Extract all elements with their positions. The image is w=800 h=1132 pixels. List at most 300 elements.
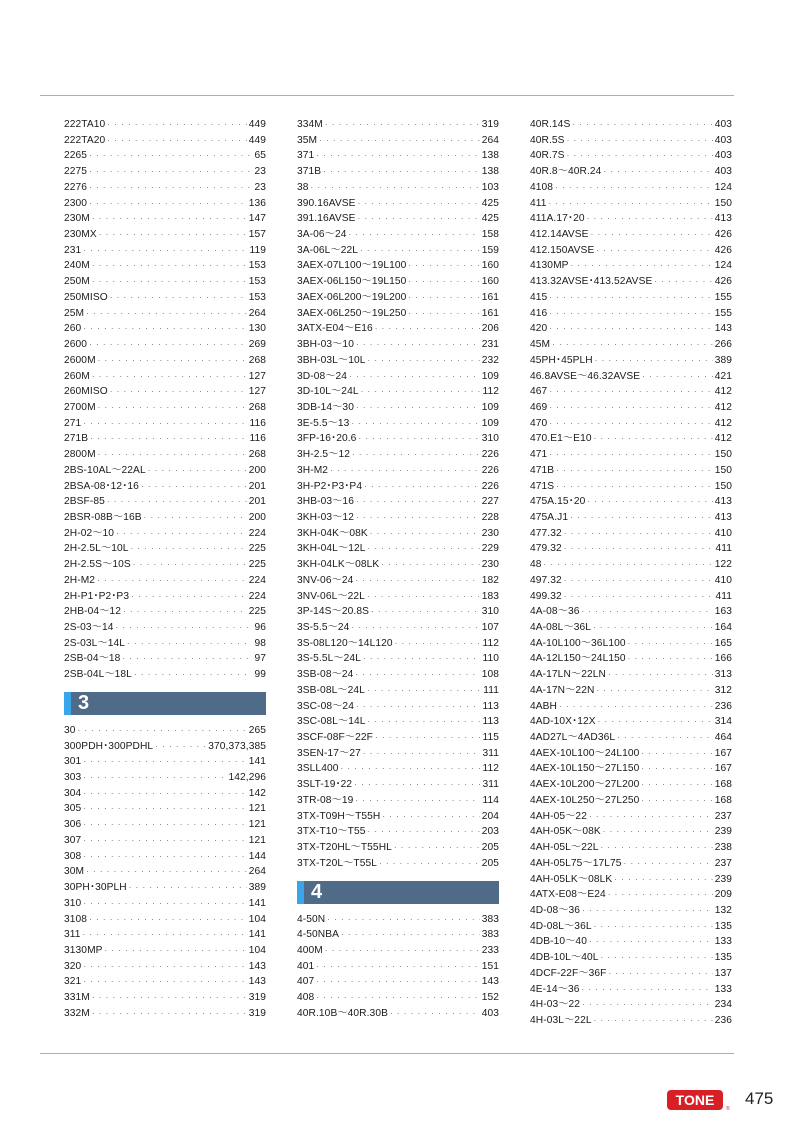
part-number: 2S-03L～14L <box>64 637 126 649</box>
index-entry <box>530 148 732 164</box>
part-number: 3KH-04K～08K <box>297 527 368 539</box>
page-reference: 264 <box>481 134 499 146</box>
index-entry <box>297 541 499 557</box>
part-number: 46.8AVSE～46.32AVSE <box>530 370 641 382</box>
dot-leader <box>131 589 247 605</box>
part-number: 479.32 <box>530 543 562 555</box>
page-reference: 410 <box>714 527 732 539</box>
page-reference: 114 <box>482 794 499 806</box>
index-entry <box>530 667 732 683</box>
dot-leader <box>311 180 480 196</box>
dot-leader <box>341 761 481 777</box>
index-entry <box>530 699 732 715</box>
part-number: 3SC-08L～14L <box>297 716 366 728</box>
dot-leader <box>116 620 253 636</box>
index-entry <box>530 180 732 196</box>
part-number: 3A-06L～22L <box>297 244 359 256</box>
part-number: 45M <box>530 339 551 351</box>
page-reference: 164 <box>714 622 732 633</box>
page-reference: 23 <box>254 166 266 178</box>
page-reference: 143 <box>481 976 499 988</box>
dot-leader <box>549 196 713 212</box>
dot-leader <box>107 133 246 149</box>
part-number: 4AH-05LK～08LK <box>530 873 613 885</box>
page-reference: 224 <box>248 590 266 602</box>
part-number: 4-50N <box>297 913 326 925</box>
index-entry <box>64 723 266 739</box>
page-reference: 97 <box>254 653 266 665</box>
index-entry <box>297 793 499 809</box>
part-number: 3DB-14～30 <box>297 401 354 413</box>
tone-logo-text: TONE <box>675 1092 715 1108</box>
dot-leader <box>601 840 713 856</box>
index-entry <box>530 966 732 982</box>
page-reference: 266 <box>714 339 732 351</box>
page-reference: 201 <box>248 480 266 492</box>
page-reference: 132 <box>714 904 732 916</box>
dot-leader <box>99 227 247 243</box>
page-reference: 160 <box>481 276 499 288</box>
part-number: 40R.14S <box>530 119 571 130</box>
page-reference: 370,373,385 <box>208 740 266 752</box>
dot-leader <box>358 196 480 212</box>
page-reference: 165 <box>714 637 732 649</box>
dot-leader <box>83 243 247 259</box>
page-reference: 168 <box>714 779 732 791</box>
index-entry <box>530 306 732 322</box>
page-reference: 237 <box>714 857 732 869</box>
dot-leader <box>408 274 479 290</box>
part-number: 4A-17LN～22LN <box>530 669 606 681</box>
part-number: 3H-2.5～12 <box>297 449 350 461</box>
page-reference: 268 <box>248 401 266 413</box>
part-number: 3S-08L120～14L120 <box>297 637 393 649</box>
page-reference: 116 <box>249 433 266 445</box>
dot-leader <box>319 133 480 149</box>
page-reference: 319 <box>248 992 266 1004</box>
index-entry <box>530 746 732 762</box>
part-number: 304 <box>64 787 82 799</box>
dot-leader <box>89 912 247 928</box>
page-reference: 205 <box>481 857 499 869</box>
index-entry <box>530 369 732 385</box>
index-entry <box>530 463 732 479</box>
page-reference: 141 <box>248 897 266 909</box>
page-reference: 103 <box>481 181 499 193</box>
part-number: 3SB-08～24 <box>297 669 354 681</box>
index-entry <box>297 148 499 164</box>
part-number: 3AEX-06L150～19L150 <box>297 276 407 288</box>
index-entry <box>64 494 266 510</box>
dot-leader <box>390 1006 480 1022</box>
page-reference: 230 <box>481 527 499 539</box>
part-number: 2H-M2 <box>64 574 96 586</box>
part-number: 371 <box>297 150 315 162</box>
dot-leader <box>570 510 713 526</box>
part-number: 4AEX-10L200～27L200 <box>530 779 640 791</box>
dot-leader <box>356 510 480 526</box>
page-reference: 268 <box>248 354 266 366</box>
part-number: 471S <box>530 480 555 492</box>
page-reference: 155 <box>714 307 732 319</box>
index-entry <box>530 541 732 557</box>
index-entry <box>297 667 499 683</box>
index-entry <box>297 943 499 959</box>
dot-leader <box>110 290 247 306</box>
part-number: 3TR-08～19 <box>297 794 354 806</box>
page-reference: 410 <box>714 574 732 586</box>
part-number: 420 <box>530 323 548 335</box>
dot-leader <box>363 651 480 667</box>
part-number: 305 <box>64 803 82 815</box>
part-number: 3BH-03～10 <box>297 339 354 351</box>
page-reference: 155 <box>714 291 732 303</box>
dot-leader <box>408 306 479 322</box>
dot-leader <box>549 384 712 400</box>
index-entry <box>64 196 266 212</box>
part-number: 3SLL400 <box>297 763 339 775</box>
part-number: 3TX-T09H～T55H <box>297 810 381 822</box>
index-entry <box>64 636 266 652</box>
index-entry <box>64 739 266 755</box>
index-entry <box>64 384 266 400</box>
dot-leader <box>544 557 713 573</box>
part-number: 260M <box>64 370 90 382</box>
index-entry <box>297 133 499 149</box>
part-number: 2H-2.5L～10L <box>64 543 129 555</box>
dot-leader <box>368 353 480 369</box>
part-number: 310 <box>64 897 82 909</box>
part-number: 3AEX-07L100～19L100 <box>297 260 407 272</box>
dot-leader <box>89 148 252 164</box>
page-reference: 104 <box>248 913 266 925</box>
page-reference: 425 <box>481 197 499 209</box>
page-reference: 136 <box>248 197 266 209</box>
dot-leader <box>356 699 480 715</box>
part-number: 2600 <box>64 339 88 351</box>
index-entry <box>64 1006 266 1022</box>
part-number: 2275 <box>64 166 88 178</box>
index-entry <box>64 667 266 683</box>
index-entry <box>530 494 732 510</box>
part-number: 4AEX-10L150～27L150 <box>530 763 640 775</box>
index-entry <box>64 896 266 912</box>
dot-leader <box>628 651 713 667</box>
dot-leader <box>89 180 252 196</box>
dot-leader <box>587 494 712 510</box>
part-number: 240M <box>64 260 90 272</box>
index-entry <box>297 479 499 495</box>
part-number: 415 <box>530 291 548 303</box>
page-reference: 228 <box>481 511 499 523</box>
index-entry <box>297 196 499 212</box>
index-entry <box>64 557 266 573</box>
dot-leader <box>92 990 247 1006</box>
dot-leader <box>594 919 713 935</box>
page-reference: 226 <box>481 449 499 461</box>
index-entry <box>64 604 266 620</box>
section-number: 3 <box>78 691 90 714</box>
part-number: 25M <box>64 307 85 319</box>
index-entry <box>297 1006 499 1022</box>
page-reference: 426 <box>714 276 732 288</box>
index-entry <box>64 243 266 259</box>
page-reference: 143 <box>248 960 266 972</box>
page-reference: 204 <box>481 810 499 822</box>
dot-leader <box>617 730 713 746</box>
dot-leader <box>368 714 481 730</box>
index-entry <box>64 833 266 849</box>
part-number: 412.150AVSE <box>530 244 595 256</box>
dot-leader <box>549 290 712 306</box>
page-reference: 232 <box>481 354 499 366</box>
dot-leader <box>110 384 247 400</box>
index-entry <box>297 447 499 463</box>
page-reference: 313 <box>714 669 732 681</box>
page-reference: 119 <box>249 244 266 256</box>
part-number: 2BSF-85 <box>64 496 105 508</box>
page-reference: 264 <box>248 307 266 319</box>
part-number: 40R.8～40R.24 <box>530 166 602 178</box>
index-entry <box>64 880 266 896</box>
index-entry <box>297 321 499 337</box>
part-number: 3S-5.5～24 <box>297 622 350 633</box>
index-entry <box>64 754 266 770</box>
page-reference: 143 <box>714 323 732 335</box>
index-entry <box>64 431 266 447</box>
page-reference: 464 <box>714 732 732 744</box>
top-divider <box>40 95 734 96</box>
part-number: 475A.J1 <box>530 511 569 523</box>
section-header <box>64 692 266 715</box>
page-reference: 230 <box>481 559 499 571</box>
dot-leader <box>582 997 713 1013</box>
part-number: 401 <box>297 960 315 972</box>
part-number: 307 <box>64 834 82 846</box>
part-number: 301 <box>64 756 82 768</box>
dot-leader <box>564 589 714 605</box>
page-reference: 227 <box>481 496 499 508</box>
part-number: 3P-14S～20.8S <box>297 606 369 618</box>
index-entry <box>297 856 499 872</box>
dot-leader <box>363 746 481 762</box>
part-number: 412.14AVSE <box>530 229 589 241</box>
part-number: 231 <box>64 244 82 256</box>
index-entry <box>530 353 732 369</box>
part-number: 467 <box>530 386 548 398</box>
index-entry <box>530 636 732 652</box>
dot-leader <box>555 180 713 196</box>
index-entry <box>64 306 266 322</box>
dot-leader <box>327 912 479 928</box>
dot-leader <box>642 369 713 385</box>
part-number: 3A-06～24 <box>297 229 347 241</box>
dot-leader <box>549 321 712 337</box>
part-number: 4AH-05L75～17L75 <box>530 857 622 869</box>
part-number: 4E-14～36 <box>530 983 580 995</box>
index-entry <box>64 589 266 605</box>
dot-leader <box>381 557 479 573</box>
part-number: 407 <box>297 976 315 988</box>
part-number: 3TX-T10～T55 <box>297 826 366 838</box>
part-number: 3SC-08～24 <box>297 700 354 712</box>
dot-leader <box>356 494 480 510</box>
part-number: 408 <box>297 992 315 1004</box>
part-number: 3E-5.5～13 <box>297 417 350 429</box>
index-entry <box>64 651 266 667</box>
dot-leader <box>116 526 247 542</box>
page-reference: 110 <box>482 653 499 665</box>
index-entry <box>530 243 732 259</box>
dot-leader <box>351 620 479 636</box>
page-reference: 226 <box>481 464 499 476</box>
dot-leader <box>549 306 712 322</box>
index-entry <box>64 164 266 180</box>
part-number: 2HB-04～12 <box>64 606 121 618</box>
dot-leader <box>367 683 481 699</box>
dot-leader <box>83 416 247 432</box>
index-entry <box>64 463 266 479</box>
index-entry <box>64 974 266 990</box>
page-reference: 264 <box>248 866 266 878</box>
page-number: 475 <box>745 1089 774 1108</box>
dot-leader <box>564 573 713 589</box>
part-number: 4108 <box>530 181 554 193</box>
part-number: 30M <box>64 866 85 878</box>
page-reference: 412 <box>714 417 732 429</box>
dot-leader <box>567 148 713 164</box>
page-reference: 109 <box>481 401 499 413</box>
page-reference: 121 <box>248 803 266 815</box>
page-reference: 421 <box>714 370 732 382</box>
page-reference: 133 <box>714 936 732 948</box>
page-reference: 153 <box>248 276 266 288</box>
section-header <box>297 881 499 904</box>
dot-leader <box>349 227 480 243</box>
section-tab-accent <box>297 881 304 904</box>
dot-leader <box>155 739 206 755</box>
page-reference: 449 <box>248 134 266 146</box>
index-entry <box>530 1013 732 1029</box>
index-entry <box>530 997 732 1013</box>
page-reference: 310 <box>481 606 499 618</box>
page-reference: 403 <box>714 134 732 146</box>
page-reference: 135 <box>714 920 732 932</box>
part-number: 4ABH <box>530 700 558 712</box>
page-reference: 200 <box>248 464 266 476</box>
part-number: 3AEX-06L200～19L200 <box>297 291 407 303</box>
dot-leader <box>83 786 246 802</box>
index-entry <box>297 227 499 243</box>
page-reference: 239 <box>714 826 732 838</box>
index-entry <box>530 431 732 447</box>
index-entry <box>530 856 732 872</box>
dot-leader <box>601 950 713 966</box>
part-number: 38 <box>297 181 309 193</box>
index-entry <box>64 447 266 463</box>
page-reference: 265 <box>248 724 266 736</box>
dot-leader <box>608 887 713 903</box>
index-entry <box>297 809 499 825</box>
part-number: 2600M <box>64 354 96 366</box>
section-number: 4 <box>311 880 323 903</box>
index-entry <box>64 912 266 928</box>
index-entry <box>297 620 499 636</box>
index-entry <box>64 211 266 227</box>
dot-leader <box>356 337 480 353</box>
part-number: 3S-5.5L～24L <box>297 653 361 665</box>
index-entry <box>64 227 266 243</box>
index-entry <box>530 290 732 306</box>
part-number: 371B <box>297 166 322 178</box>
dot-leader <box>141 479 247 495</box>
part-number: 2700M <box>64 401 96 413</box>
index-column-2 <box>297 117 499 1022</box>
page-reference: 403 <box>481 1007 499 1019</box>
index-entry <box>64 786 266 802</box>
page-reference: 135 <box>714 952 732 964</box>
page-reference: 224 <box>248 574 266 586</box>
page-reference: 152 <box>481 992 499 1004</box>
dot-leader <box>371 604 480 620</box>
page-reference: 111 <box>483 684 499 696</box>
index-entry <box>530 872 732 888</box>
dot-leader <box>596 683 712 699</box>
part-number: 4130MP <box>530 260 569 272</box>
index-entry <box>64 274 266 290</box>
dot-leader <box>351 416 479 432</box>
page-reference: 158 <box>481 229 499 241</box>
page-reference: 268 <box>248 449 266 461</box>
page-reference: 65 <box>254 150 266 162</box>
dot-leader <box>394 840 480 856</box>
dot-leader <box>78 723 247 739</box>
page-reference: 403 <box>714 150 732 162</box>
index-entry <box>530 683 732 699</box>
part-number: 271 <box>64 417 82 429</box>
dot-leader <box>144 510 247 526</box>
part-number: 4H-03～22 <box>530 999 581 1011</box>
part-number: 40R.7S <box>530 150 565 162</box>
page-reference: 142 <box>248 787 266 799</box>
page-reference: 403 <box>714 119 732 130</box>
dot-leader <box>368 541 480 557</box>
part-number: 4A-12L150～24L150 <box>530 653 626 665</box>
index-entry <box>530 400 732 416</box>
page-reference: 226 <box>481 480 499 492</box>
dot-leader <box>582 903 713 919</box>
page-reference: 231 <box>481 339 499 351</box>
dot-leader <box>92 258 247 274</box>
part-number: 321 <box>64 976 82 988</box>
part-number: 3ATX-E04～E16 <box>297 323 373 335</box>
page-reference: 122 <box>714 559 732 571</box>
dot-leader <box>325 943 480 959</box>
index-entry <box>530 651 732 667</box>
dot-leader <box>364 479 480 495</box>
page-reference: 225 <box>248 606 266 618</box>
page-reference: 383 <box>481 929 499 941</box>
dot-leader <box>641 777 712 793</box>
page-reference: 98 <box>254 637 266 649</box>
dot-leader <box>654 274 712 290</box>
index-entry <box>530 934 732 950</box>
page-reference: 121 <box>248 834 266 846</box>
page-reference: 113 <box>482 700 499 712</box>
dot-leader <box>316 959 479 975</box>
dot-leader <box>83 817 246 833</box>
dot-leader <box>86 864 247 880</box>
